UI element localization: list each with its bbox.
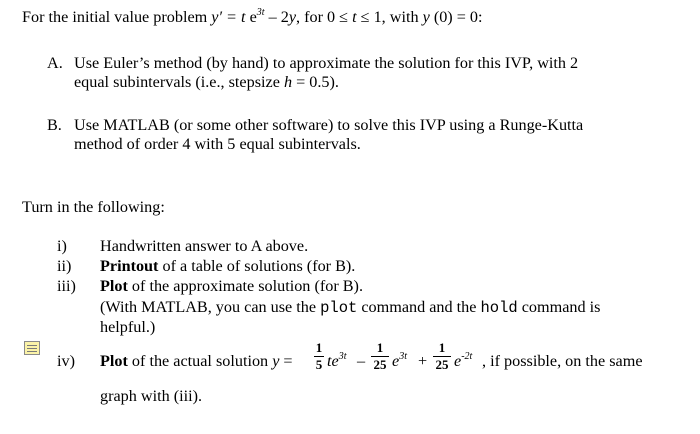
item-iii-note-pre: (With MATLAB, you can use the [100, 298, 321, 316]
item-ii-bold: Printout [100, 257, 159, 275]
item-i-label: i) [57, 237, 67, 255]
term-3-exponent: -2t [461, 351, 473, 362]
item-ii-text [100, 256, 355, 276]
solution-y: y [272, 352, 280, 370]
item-iii-bold: Plot [100, 277, 128, 295]
fraction-3-denominator: 25 [435, 357, 449, 372]
fraction-1-5 [314, 341, 324, 372]
item-iv-pre: of the actual solution [127, 352, 273, 370]
minus-sign: – [357, 352, 366, 370]
item-iii-note-mid: command and the [357, 298, 481, 316]
fraction-1-25-a [371, 341, 389, 372]
item-ii-rest: of a table of solutions (for B). [158, 257, 356, 275]
problem-statement [22, 7, 483, 27]
term-2-base: e [392, 352, 400, 370]
term-2 [392, 351, 407, 371]
item-ii-label: ii) [57, 257, 72, 275]
item-iv-bold: Plot [100, 352, 128, 370]
note-icon[interactable] [24, 341, 40, 355]
ode-exponent: 3t [256, 7, 265, 18]
ode-domain-post: ≤ 1, with [356, 8, 423, 26]
item-iv-lead [100, 351, 293, 371]
fraction-1-numerator: 1 [315, 340, 323, 355]
item-iii-rest: of the approximate solution (for B). [127, 277, 363, 295]
item-i-text: Handwritten answer to A above. [100, 237, 309, 255]
term-3-base: e [454, 352, 462, 370]
term-1 [327, 351, 346, 371]
fraction-2-denominator: 25 [373, 357, 387, 372]
fraction-3-numerator: 1 [438, 340, 446, 355]
item-iii-note-line2: helpful.) [100, 318, 156, 336]
item-iii-note [100, 297, 600, 318]
ode-e: e [245, 8, 257, 26]
ode-t: t [241, 8, 246, 26]
fraction-1-denominator: 5 [315, 357, 323, 372]
part-a-line1: Use Euler’s method (by hand) to approximate the solution for this IVP, with 2 [74, 54, 579, 72]
problem-lead: For the initial value problem [22, 8, 208, 26]
ode-y: y [288, 8, 296, 26]
item-iv-line2: graph with (iii). [100, 387, 203, 405]
part-b-line1: Use MATLAB (or some other software) to solve this IVP using a Runge-Kutta [74, 116, 584, 134]
ode-domain-pre: , for 0 ≤ [296, 8, 353, 26]
ode-lhs: y′ = [211, 8, 242, 26]
part-b-label: B. [47, 116, 62, 134]
term-3 [454, 351, 472, 371]
ode-domain-t: t [352, 8, 357, 26]
term-2-exponent: 3t [399, 351, 407, 362]
ic-rest: (0) = 0: [429, 8, 483, 26]
part-a-label: A. [47, 54, 63, 72]
turn-in-heading: Turn in the following: [22, 198, 165, 216]
part-a-h: h [283, 73, 293, 91]
item-iii-text [100, 276, 363, 296]
term-1-base: te [327, 352, 339, 370]
fraction-1-25-b [433, 341, 451, 372]
part-a-line2-pre: equal subintervals (i.e., stepsize [74, 73, 284, 91]
item-iv-post: , if possible, on the same [482, 352, 643, 370]
hold-command: hold [480, 299, 518, 317]
plot-command: plot [320, 299, 358, 317]
part-a-line2 [74, 72, 339, 92]
item-iv-label: iv) [57, 352, 75, 370]
ode-rest: – 2 [264, 8, 289, 26]
item-iii-note-post: command is [517, 298, 601, 316]
part-b-line2: method of order 4 with 5 equal subintervals. [74, 135, 361, 153]
ic-y: y [422, 8, 430, 26]
solution-equals: = [279, 352, 293, 370]
plus-sign: + [418, 352, 428, 370]
term-1-exponent: 3t [338, 351, 347, 362]
part-a-line2-post: = 0.5). [292, 73, 339, 91]
fraction-2-numerator: 1 [376, 340, 384, 355]
item-iii-label: iii) [57, 277, 76, 295]
